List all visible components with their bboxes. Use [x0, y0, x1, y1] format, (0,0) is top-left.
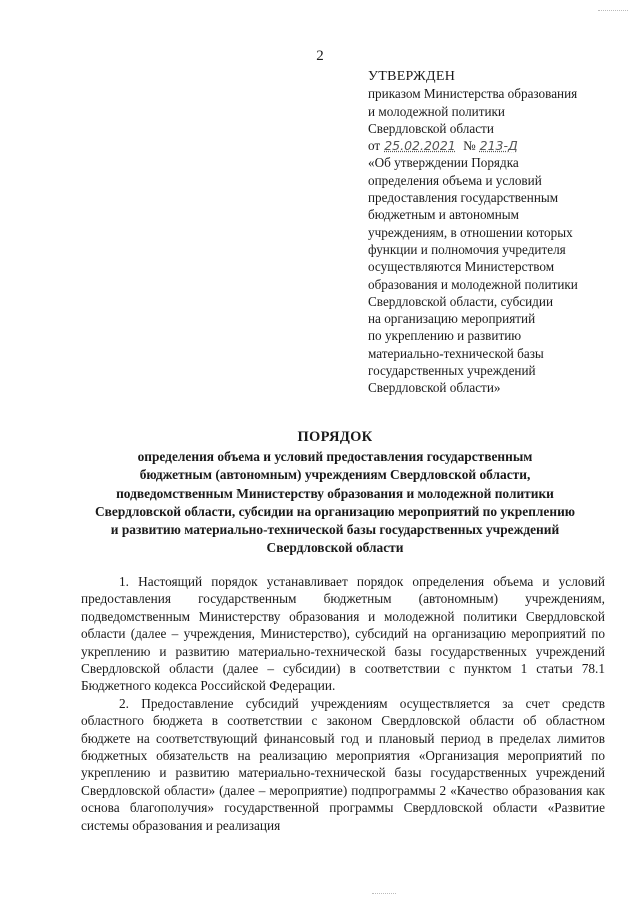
body-paragraph: 2. Предоставление субсидий учреждениям осуществляется за счет средств областного бюджета в соответствии с законом Свердловской области об областном бюджете на соответствующий финансовый год и плановый период в пределах лимитов бюджетных обязательств на реализацию мероприятия «Организация мероприятий по укреплению и развитию материально-технической базы государственных учреждений Свердловской области» (далее – мероприятие) подпрограммы 2 «Качество образования как основа благополучия» государственной программы Свердловской области «Развитие системы образования и реализация — [81, 695, 605, 833]
document-body — [81, 573, 605, 834]
approval-block — [368, 68, 618, 397]
title-line: Свердловской области, субсидии на организацию мероприятий по укреплению — [94, 503, 576, 519]
approval-date-line — [368, 137, 618, 154]
date-prefix: от — [368, 138, 381, 154]
number-prefix: № — [463, 138, 476, 154]
about-line: учреждениям, в отношении которых — [368, 224, 573, 240]
about-line: материально-технической базы — [368, 345, 544, 361]
title-line: Свердловской области — [266, 540, 404, 556]
about-line: Свердловской области, субсидии — [368, 293, 554, 309]
about-line: «Об утверждении Порядка — [368, 155, 519, 171]
title-line: бюджетным (автономным) учреждениям Свердловской области, — [139, 467, 531, 483]
title-line: определения объема и условий предоставления государственным — [137, 449, 533, 465]
body-paragraph: 1. Настоящий порядок устанавливает порядок определения объема и условий предоставления государственным бюджетным (автономным) учреждениям, подведомственным Министерству образования и молодежной политики Свердловской области (далее – учреждения, Министерство), субсидий на организацию мероприятий по укреплению и развитию материально-технической базы государственных учреждений Свердловской области (далее – субсидии) в соответствии с пунктом 1 статьи 78.1 Бюджетного кодекса Российской Федерации. — [81, 574, 605, 694]
page-number: 2 — [316, 48, 324, 64]
scan-mark-top — [598, 10, 628, 12]
approval-line: приказом Министерства образования — [368, 86, 578, 102]
about-line: осуществляются Министерством — [368, 259, 555, 275]
about-line: по укреплению и развитию — [368, 328, 522, 344]
scan-mark-bottom — [372, 893, 396, 895]
about-line: Свердловской области» — [368, 380, 501, 396]
about-line: на организацию мероприятий — [368, 311, 536, 327]
handwritten-number: 213-Д — [479, 138, 518, 154]
about-line: государственных учреждений — [368, 363, 536, 379]
approved-label: УТВЕРЖДЕН — [368, 69, 456, 84]
about-line: функции и полномочия учредителя — [368, 241, 566, 257]
approval-line: Свердловской области — [368, 120, 494, 136]
title-line: подведомственным Министерству образования и молодежной политики — [116, 485, 554, 501]
title-heading: ПОРЯДОК — [297, 429, 373, 445]
about-line: бюджетным и автономным — [368, 207, 520, 223]
about-line: определения объема и условий — [368, 172, 542, 188]
document-title — [70, 428, 600, 557]
about-line: предоставления государственным — [368, 190, 559, 206]
about-line: образования и молодежной политики — [368, 276, 578, 292]
approval-line: и молодежной политики — [368, 103, 505, 119]
handwritten-date: 25.02.2021 — [384, 138, 456, 154]
title-line: и развитию материально-технической базы государственных учреждений — [110, 522, 560, 538]
